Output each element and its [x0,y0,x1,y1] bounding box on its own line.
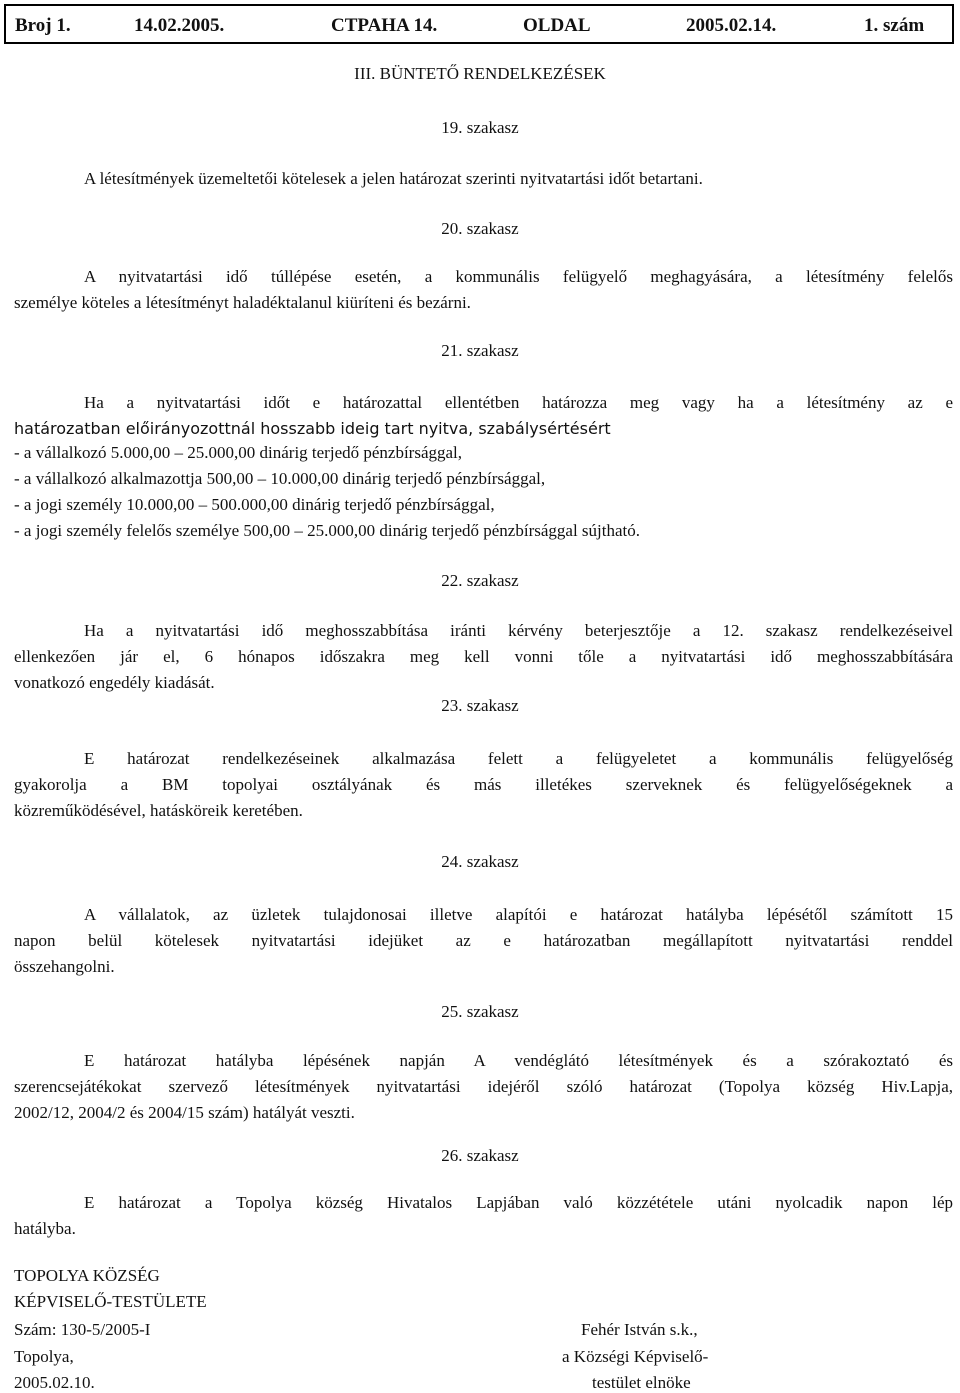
section-20-title: 20. szakasz [441,219,519,238]
section-25-text: E határozat hatályba lépésének napján A vendéglátó létesítmények és a szórakoztató és szerencsejátékokat szervező létesítmények nyitvatartási idejéről szóló határozat (Topolya község Hiv.Lapja, 2002/12, 2004/2 és 2004/15 szám) hatályát veszti. [14,1051,953,1122]
section-19-text: A létesítmények üzemeltetői kötelesek a jelen határozat szerinti nyitvatartási időt betartani. [84,169,703,188]
place: Topolya, [14,1347,74,1366]
date: 2005.02.10. [14,1373,95,1392]
chapter-title: III. BÜNTETŐ RENDELKEZÉSEK [354,64,606,83]
section-20-text: A nyitvatartási idő túllépése esetén, a kommunális felügyelő meghagyására, a létesítmény felelős személye köteles a létesítményt haladéktalanul kiüríteni és bezárni. [14,267,953,312]
section-23-text: E határozat rendelkezéseinek alkalmazása felett a felügyeletet a kommunális felügyelőség gyakorolja a BM topolyai osztályának és más illetékes szerveknek és felügyelőségeknek a közreműködésével, hatásköreik keretében. [14,749,953,820]
assembly-name: KÉPVISELŐ-TESTÜLETE [14,1292,207,1311]
header-issue-number: 1. szám [864,15,925,36]
page-header [4,4,954,44]
header-date: 14.02.2005. [134,15,225,36]
section-24-title: 24. szakasz [441,852,519,871]
header-oldal: OLDAL [523,15,591,36]
section-25-title: 25. szakasz [441,1002,519,1021]
header-strana: CTPAHA 14. [331,15,438,36]
municipality-name: TOPOLYA KÖZSÉG [14,1266,160,1285]
section-19-title: 19. szakasz [441,118,519,137]
signatory-title: a Községi Képviselő- [562,1347,709,1366]
penalty-item: - a vállalkozó 5.000,00 – 25.000,00 dinárig terjedő pénzbírsággal, [14,443,463,462]
header-date-2: 2005.02.14. [686,15,777,36]
penalty-item: - a jogi személy 10.000,00 – 500.000,00 dinárig terjedő pénzbírsággal, [14,495,495,514]
section-26-title: 26. szakasz [441,1146,519,1165]
header-broj: Broj 1. [15,15,71,36]
signatory-title-cont: testület elnöke [592,1373,691,1392]
section-24-text: A vállalatok, az üzletek tulajdonosai illetve alapítói e határozat hatályba lépésétől számított 15 napon belül kötelesek nyitvatartási idejüket az e határozatban megállapított nyitvatartási renddel összehangolni. [14,905,953,976]
section-22-title: 22. szakasz [441,571,519,590]
signatory-name: Fehér István s.k., [581,1320,698,1339]
section-21-title: 21. szakasz [441,341,519,360]
section-26-text: E határozat a Topolya község Hivatalos Lapjában való közzététele utáni nyolcadik napon lép hatályba. [14,1193,953,1238]
document-number: Szám: 130-5/2005-I [14,1320,151,1339]
penalty-item: - a vállalkozó alkalmazottja 500,00 – 10.000,00 dinárig terjedő pénzbírsággal, [14,469,546,488]
section-22-text: Ha a nyitvatartási idő meghosszabbítása iránti kérvény beterjesztője a 12. szakasz rendelkezéseivel ellenkezően jár el, 6 hónapos időszakra meg kell vonni tőle a nyitvatartási idő meghosszabbítására vonatkozó engedély kiadását. [14,621,953,692]
penalty-item: - a jogi személy felelős személye 500,00 – 25.000,00 dinárig terjedő pénzbírsággal sújtható. [14,521,640,540]
section-23-title: 23. szakasz [441,696,519,715]
section-21-text: Ha a nyitvatartási időt e határozattal ellentétben határozza meg vagy ha a létesítmény az e határozatban előirányozottnál hosszabb ideig tart nyitva, szabálysértésért [14,393,953,438]
